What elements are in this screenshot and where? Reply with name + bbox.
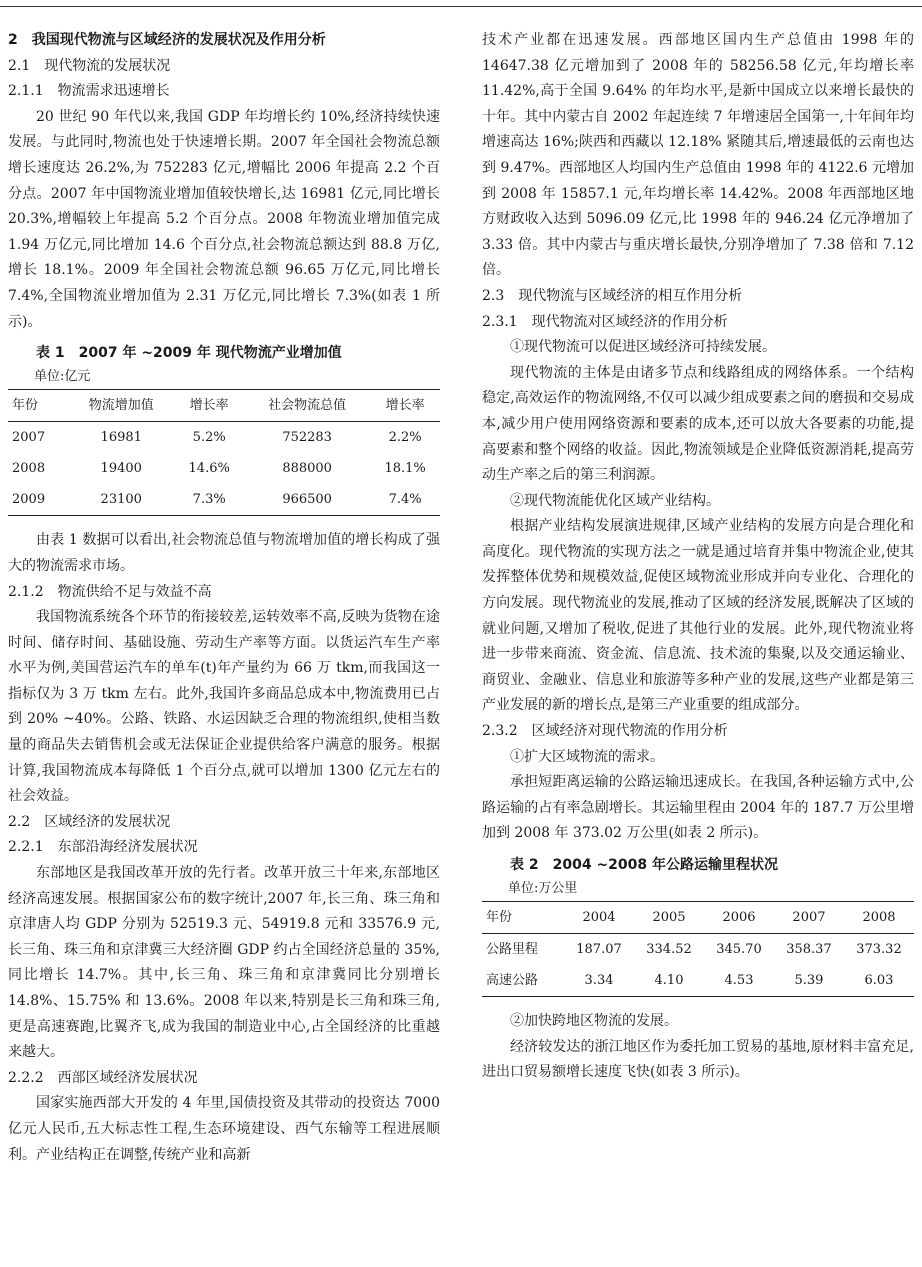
table-cell: 5.39 [774,965,844,997]
subsection-heading: 2.2 区域经济的发展状况 [8,813,171,830]
paragraph: 经济较发达的浙江地区作为委托加工贸易的基地,原材料丰富充足,进出口贸易额增长速度飞快(如表 3 所示)。 [482,1038,914,1081]
table-cell: 358.37 [786,942,832,958]
list-item: ①现代物流可以促进区域经济可持续发展。 [510,339,776,356]
table-cell: 888000 [282,461,332,477]
paragraph: 承担短距离运输的公路运输迅速成长。在我国,各种运输方式中,公路运输的占有率急剧增长。其运输里程由 2004 年的 187.7 万公里增加到 2008 年 373.02 万公里(如表 2 所示)。 [482,774,914,842]
paragraph: 国家实施西部大开发的 4 年里,国债投资及其带动的投资达 7000 亿元人民币,五大标志性工程,生态环境建设、西气东输等工程进展顺利。产业结构正在调整,传统产业和高新 [8,1095,440,1163]
table-cell: 16981 [100,430,142,446]
table-cell: 2009 [8,484,68,516]
table-header-cell: 增长率 [174,389,244,422]
right-column [482,28,914,1086]
table-cell: 2007 [12,430,46,446]
list-item: ②加快跨地区物流的发展。 [510,1013,678,1030]
subsubsection-heading: 2.2.1 东部沿海经济发展状况 [8,839,198,856]
table-cell: 14.6% [188,461,230,477]
table-cell: 752283 [282,430,332,446]
table-row [8,484,440,516]
table-cell: 2.2% [388,430,422,446]
table-row [482,965,914,997]
table-cell: 23100 [68,484,174,516]
subsubsection-heading: 2.1.2 物流供给不足与效益不高 [8,583,212,600]
table-header-cell: 2006 [704,901,774,934]
table-row [8,422,440,454]
table-header-cell: 年份 [8,389,68,422]
table-cell: 345.70 [716,942,762,958]
paragraph: 我国物流系统各个环节的衔接较差,运转效率不高,反映为货物在途时间、储存时间、基础设施、劳动生产率等方面。以货运汽车生产率水平为例,美国营运汽车的单车(t)年产量约为 66 万 tkm,而我国这一指标仅为 3 万 tkm 左右。此外,我国许多商品总成本中,物流费用已占到 20% ~40%。公路、铁路、水运因缺乏合理的物流组织,使相当数量的商品失去销售机会或无法保证企业提供给客户满意的服务。根据计算,我国物流成本每降低 1 个百分点,就可以增加 1300 亿元左右的社会效益。 [8,609,440,805]
table1-title: 表 1 2007 年 ~2009 年 现代物流产业增加值 [36,345,342,362]
table-cell: 7.3% [174,484,244,516]
table-cell: 2008 [12,461,46,477]
table-header-row [482,901,914,934]
list-item: ②现代物流能优化区域产业结构。 [510,492,720,509]
subsubsection-heading: 2.3.2 区域经济对现代物流的作用分析 [482,723,728,740]
table-header-row [8,389,440,422]
table2-title: 表 2 2004 ~2008 年公路运输里程状况 [510,857,779,873]
table-cell: 373.32 [856,942,902,958]
subsection-heading: 2.3 现代物流与区域经济的相互作用分析 [482,287,743,304]
table-cell: 334.52 [646,942,692,958]
left-column [8,28,440,1168]
subsubsection-heading: 2.1.1 物流需求迅速增长 [8,83,170,100]
table-header-cell: 年份 [482,901,564,934]
table-header-cell: 2005 [634,901,704,934]
table-cell: 4.53 [704,965,774,997]
table-header-cell: 增长率 [370,389,440,422]
table2 [482,901,914,998]
list-item: ①扩大区域物流的需求。 [510,748,664,765]
table-cell: 187.07 [576,942,622,958]
paragraph: 东部地区是我国改革开放的先行者。改革开放三十年来,东部地区经济高速发展。根据国家公布的数字统计,2007 年,长三角、珠三角和京津唐人均 GDP 分别为 52519.3 元、54919.8 元和 33576.9 元,长三角、珠三角和京津冀三大经济圈 GDP 约占全国经济总量的 35%,同比增长 14.7%。其中,长三角、珠三角和京津冀同比分别增长 14.8%、15.75% 和 13.6%。2008 年以来,特别是长三角和珠三角,更是高速赛跑,比翼齐飞,成为我国的制造业中心,占全国经济的比重越来越大。 [8,865,440,1061]
paragraph: 根据产业结构发展演进规律,区域产业结构的发展方向是合理化和高度化。现代物流的实现方法之一就是通过培育并集中物流企业,使其发挥整体优势和规模效益,促使区域物流业形成并向专业化、合理化的方向发展。现代物流业的发展,推动了区域的经济发展,既解决了区域的就业问题,又增加了税收,促进了其他行业的发展。此外,现代物流业将进一步带来商流、资金流、信息流、技术流的集聚,以及交通运输业、商贸业、金融业、信息业和旅游等多种产业的发展,这些产业都是第三产业发展的新的增长点,是第三产业重要的组成部分。 [482,518,914,714]
paragraph: 现代物流的主体是由诸多节点和线路组成的网络体系。一个结构稳定,高效运作的物流网络,不仅可以减少组成要素之间的磨损和交易成本,减少用户使用网络资源和要素的成本,还可以放大各要素的功能,提高要素和整个网络的收益。因此,物流领域是企业降低资源消耗,提高劳动生产率之后的第三利润源。 [482,364,914,484]
table-row [8,453,440,484]
subsubsection-heading: 2.3.1 现代物流对区域经济的作用分析 [482,313,728,330]
table-cell: 3.34 [564,965,634,997]
table1-unit: 单位:亿元 [34,368,91,384]
table-cell: 5.2% [192,430,226,446]
table2-unit: 单位:万公里 [508,880,578,896]
paragraph: 20 世纪 90 年代以来,我国 GDP 年均增长约 10%,经济持续快速发展。与此同时,物流也处于快速增长期。2007 年全国社会物流总额增长速度达 26.2%,为 752283 亿元,增幅比 2006 年提高 2.2 个百分点。2007 年中国物流业增加值较快增长,达 16981 亿元,同比增长 20.3%,增幅较上年提高 5.2 个百分点。2008 年物流业增加值完成 1.94 万亿元,同比增加 14.6 个百分点,社会物流总额达到 88.8 万亿,增长 18.1%。2009 年全国社会物流总额 96.65 万亿元,同比增长 7.4%,全国物流业增加值为 2.31 万亿元,同比增长 7.3%(如表 1 所示)。 [8,108,440,330]
table-cell: 19400 [100,461,142,477]
subsection-heading: 2.1 现代物流的发展状况 [8,57,171,74]
table-header-cell: 物流增加值 [68,389,174,422]
table-cell: 18.1% [384,461,426,477]
table-cell: 4.10 [634,965,704,997]
table-cell: 6.03 [844,965,914,997]
table1 [8,389,440,517]
table-cell: 7.4% [370,484,440,516]
table-header-cell: 社会物流总值 [244,389,370,422]
table-header-cell: 2004 [564,901,634,934]
paragraph: 技术产业都在迅速发展。西部地区国内生产总值由 1998 年的 14647.38 亿元增加到了 2008 年的 58256.58 亿元,年均增长率 11.42%,高于全国 9.64% 的年均水平,是新中国成立以来增长最快的十年。其中内蒙古自 2002 年起连续 7 年增速居全国第一,十年间年均增速高达 16%;陕西和西藏以 12.18% 紧随其后,增速最低的云南也达到 9.47%。西部地区人均国内生产总值由 1998 年的 4122.6 元增加到 2008 年 15857.1 元,年均增长率 14.42%。2008 年西部地区地方财政收入达到 5096.09 亿元,比 1998 年的 946.24 亿元净增加了 3.33 倍。其中内蒙古与重庆增长最快,分别净增加了 7.38 倍和 7.12 倍。 [482,32,914,279]
table-cell: 高速公路 [482,965,564,997]
paragraph: 由表 1 数据可以看出,社会物流总值与物流增加值的增长构成了强大的物流需求市场。 [8,532,440,574]
header-rule [0,0,922,7]
table-row [482,934,914,966]
table-cell: 966500 [244,484,370,516]
table-header-cell: 2008 [844,901,914,934]
table-cell: 公路里程 [486,942,539,958]
section-heading: 2 我国现代物流与区域经济的发展状况及作用分析 [8,32,326,48]
subsubsection-heading: 2.2.2 西部区域经济发展状况 [8,1069,198,1086]
table-header-cell: 2007 [774,901,844,934]
